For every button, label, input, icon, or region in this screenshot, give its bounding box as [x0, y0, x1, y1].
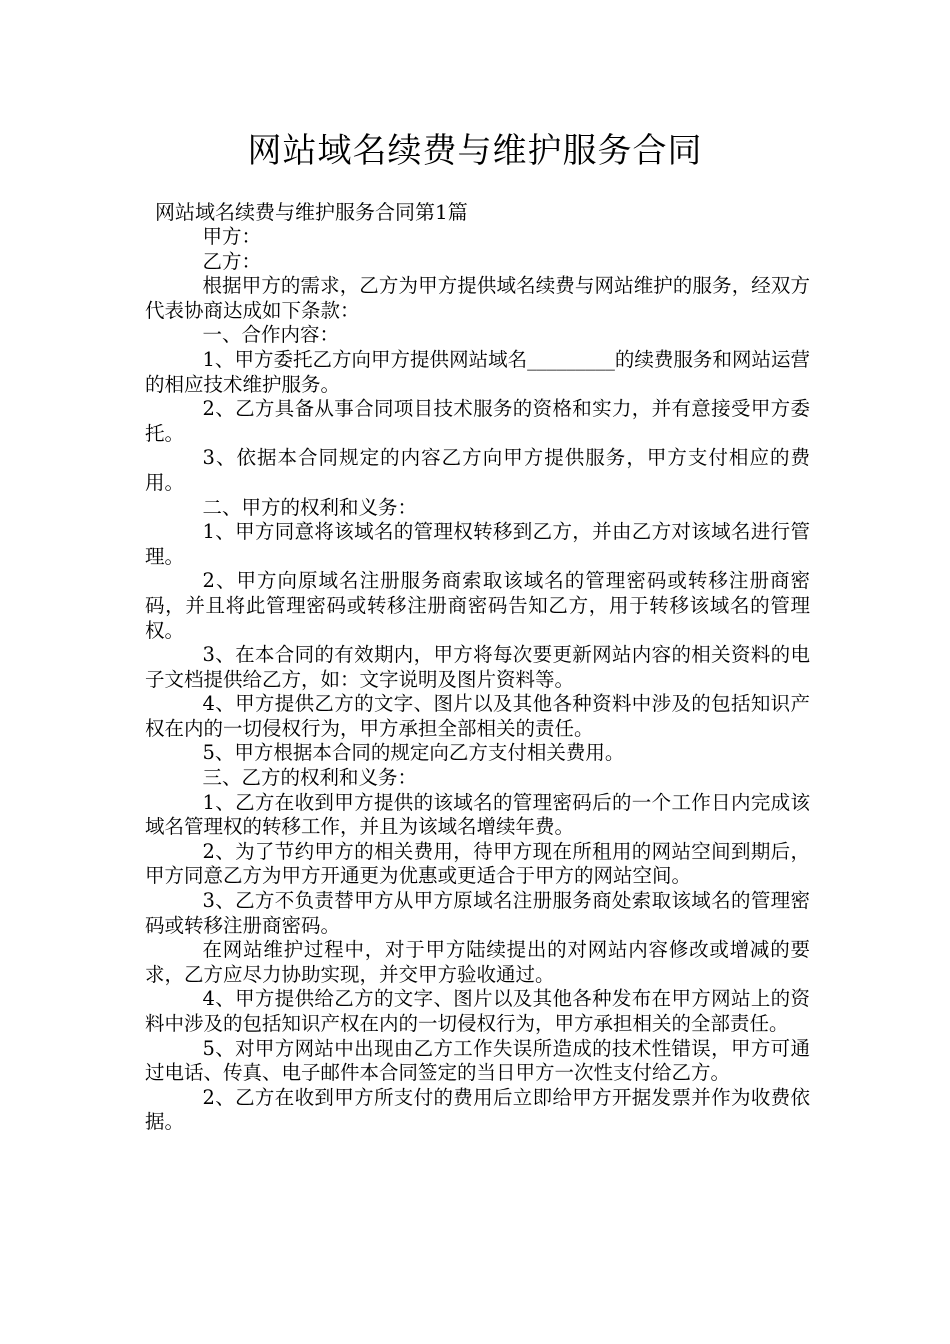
document-title: 网站域名续费与维护服务合同 [247, 131, 703, 171]
preamble-paragraph: 根据甲方的需求，乙方为甲方提供域名续费与网站维护的服务，经双方代表协商达成如下条款： [145, 274, 810, 322]
clause-paragraph: 3、乙方不负责替甲方从甲方原域名注册服务商处索取该域名的管理密码或转移注册商密码。 [145, 889, 810, 937]
clause-paragraph: 2、乙方具备从事合同项目技术服务的资格和实力，并有意接受甲方委托。 [145, 397, 810, 445]
clause-paragraph: 1、甲方同意将该域名的管理权转移到乙方，并由乙方对该域名进行管理。 [145, 520, 810, 568]
clause-paragraph: 1、乙方在收到甲方提供的该域名的管理密码后的一个工作日内完成该域名管理权的转移工作，并且为该域名增续年费。 [145, 790, 810, 839]
clause-paragraph: 1、甲方委托乙方向甲方提供网站域名_________的续费服务和网站运营的相应技术维护服务。 [145, 347, 810, 396]
party-b-line: 乙方： [202, 249, 262, 273]
clause-paragraph: 5、对甲方网站中出现由乙方工作失误所造成的技术性错误，甲方可通过电话、传真、电子邮件本合同签定的当日甲方一次性支付给乙方。 [145, 1036, 810, 1085]
document-subtitle: 网站域名续费与维护服务合同第1篇 [155, 200, 468, 224]
clause-paragraph: 4、甲方提供给乙方的文字、图片以及其他各种发布在甲方网站上的资料中涉及的包括知识产权在内的一切侵权行为，甲方承担相关的全部责任。 [145, 987, 810, 1035]
clause-paragraph: 在网站维护过程中，对于甲方陆续提出的对网站内容修改或增减的要求，乙方应尽力协助实现，并交甲方验收通过。 [145, 938, 810, 986]
clause-paragraph: 2、为了节约甲方的相关费用，待甲方现在所租用的网站空间到期后，甲方同意乙方为甲方开通更为优惠或更适合于甲方的网站空间。 [145, 839, 810, 888]
party-a-line: 甲方： [202, 225, 262, 248]
section-heading-party-a: 二、甲方的权利和义务： [202, 495, 418, 519]
section-heading-party-b: 三、乙方的权利和义务： [202, 766, 418, 790]
clause-paragraph: 2、乙方在收到甲方所支付的费用后立即给甲方开据发票并作为收费依据。 [145, 1085, 810, 1134]
clause-paragraph: 2、甲方向原域名注册服务商索取该域名的管理密码或转移注册商密码，并且将此管理密码或转移注册商密码告知乙方，用于转移该域名的管理权。 [145, 569, 810, 642]
clause-paragraph: 3、依据本合同规定的内容乙方向甲方提供服务，甲方支付相应的费用。 [145, 446, 810, 494]
section-heading-cooperation: 一、合作内容： [202, 323, 340, 347]
clause-paragraph: 3、在本合同的有效期内，甲方将每次要更新网站内容的相关资料的电子文档提供给乙方，如：文字说明及图片资料等。 [145, 643, 810, 691]
clause-paragraph: 5、甲方根据本合同的规定向乙方支付相关费用。 [202, 741, 625, 765]
document-body [145, 225, 810, 1135]
clause-paragraph: 4、甲方提供乙方的文字、图片以及其他各种资料中涉及的包括知识产权在内的一切侵权行为，甲方承担全部相关的责任。 [145, 692, 810, 740]
